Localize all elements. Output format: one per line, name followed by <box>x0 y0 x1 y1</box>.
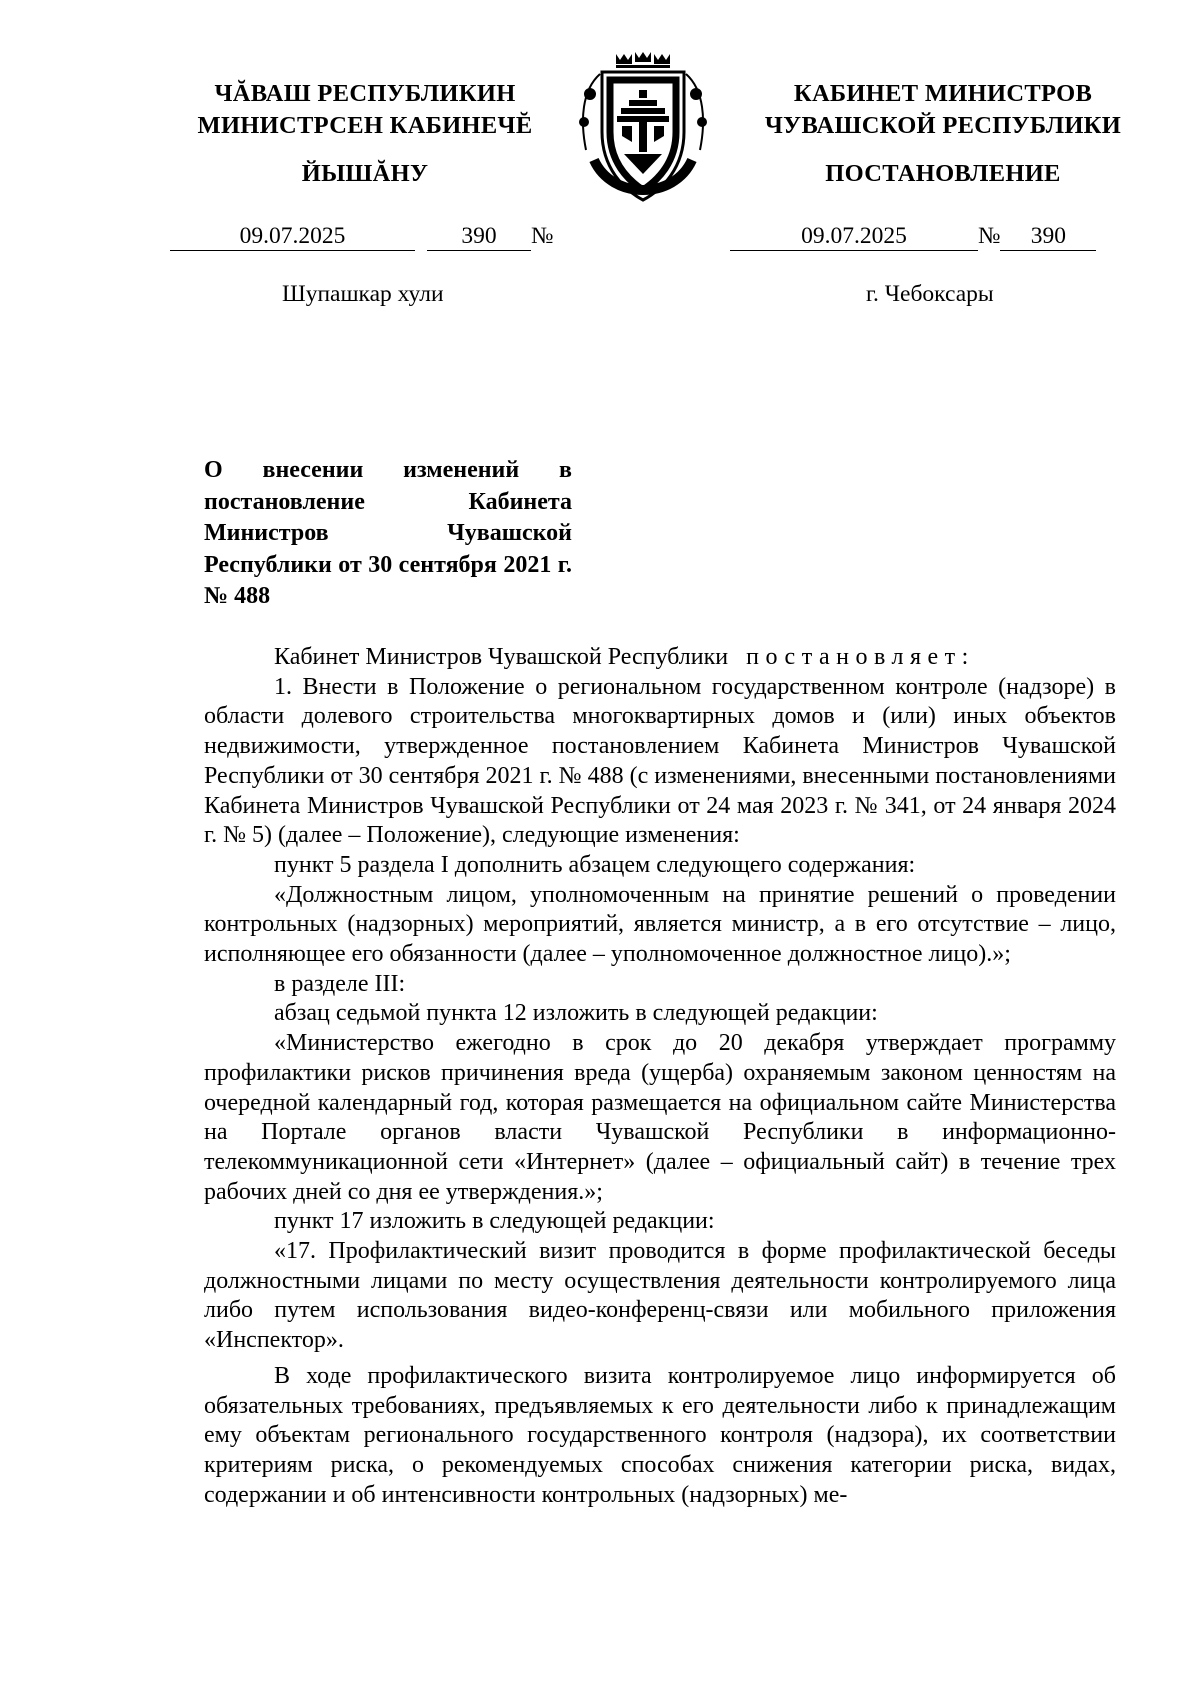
number-left: 390 <box>427 222 531 251</box>
number-sign-right: № <box>978 223 1001 249</box>
dateline-left <box>170 221 553 251</box>
header-right-line1: КАБИНЕТ МИНИСТРОВ <box>793 80 1093 107</box>
city-left: Шупашкар хули <box>282 281 444 307</box>
document-title: О внесении изменений в постановление Кабинета Министров Чувашской Республики от 30 сентября 2021 г. № 488 <box>204 457 572 609</box>
paragraph: пункт 17 изложить в следующей редакции: <box>274 1208 715 1235</box>
number-right: 390 <box>1000 222 1096 251</box>
header-left-line2: МИНИСТРСЕН КАБИНЕЧĔ <box>197 112 533 139</box>
number-sign-left: № <box>531 223 554 249</box>
preamble-subject: Кабинет Министров Чувашской Республики <box>274 644 729 670</box>
paragraph: в разделе III: <box>274 970 406 997</box>
header-left-line1: ЧĂВАШ РЕСПУБЛИКИН <box>214 80 516 107</box>
doc-type-right: ПОСТАНОВЛЕНИЕ <box>825 160 1061 187</box>
header-right-russian <box>728 78 1158 142</box>
preamble <box>204 643 1116 673</box>
paragraph: «Должностным лицом, уполномоченным на принятие решений о проведении контрольных (надзорных) мероприятий, является министр, а в его отсутствие – лицо, исполняющее его обязанности (далее – уполномоченное должностное лицо).»; <box>204 881 1116 968</box>
doc-type-left: ЙЫШĂНУ <box>301 160 429 187</box>
paragraph: «Министерство ежегодно в срок до 20 декабря утверждает программу профилактики рисков причинения вреда (ущерба) охраняемым законом ценностям на очередной календарный год, которая размещается на официальном сайте Министерства на Портале органов власти Чувашской Республики в информационно-телекоммуникационной сети «Интернет» (далее – официальный сайт) в течение трех рабочих дней со дня ее утверждения.»; <box>204 1030 1116 1205</box>
paragraph: пункт 5 раздела I дополнить абзацем следующего содержания: <box>274 851 916 878</box>
paragraph: абзац седьмой пункта 12 изложить в следующей редакции: <box>274 1000 878 1027</box>
dateline-right <box>730 221 1096 251</box>
crowns-icon <box>616 52 670 68</box>
preamble-verb: постановляет: <box>746 644 975 670</box>
date-right: 09.07.2025 <box>730 222 978 251</box>
header-left-chuvash <box>170 78 560 142</box>
date-left: 09.07.2025 <box>170 222 415 251</box>
coat-of-arms-emblem <box>572 50 714 208</box>
document-body <box>204 643 1116 1510</box>
city-right: г. Чебоксары <box>866 281 994 307</box>
header-right-line2: ЧУВАШСКОЙ РЕСПУБЛИКИ <box>764 112 1122 139</box>
paragraph: В ходе профилактического визита контролируемое лицо информируется об обязательных требованиях, предъявляемых к его деятельности либо к принадлежащим ему объектам регионального государственного контроля (надзора), их соответствии критериям риска, о рекомендуемых способах снижения категории риска, видах, содержании и об интенсивности контрольных (надзорных) ме- <box>204 1362 1116 1508</box>
paragraph: «17. Профилактический визит проводится в форме профилактической беседы должностными лицами по месту осуществления деятельности контролируемого лица либо путем использования видео-конференц-связи или мобильного приложения «Инспектор». <box>204 1238 1116 1354</box>
paragraph: 1. Внести в Положение о региональном государственном контроле (надзоре) в области долевого строительства многоквартирных домов и (или) иных объектов недвижимости, утвержденное постановлением Кабинета Министров Чувашской Республики от 30 сентября 2021 г. № 488 (с изменениями, внесенными постановлениями Кабинета Министров Чувашской Республики от 24 мая 2023 г. № 341, от 24 января 2024 г. № 5) (далее – Положение), следующие изменения: <box>204 673 1116 849</box>
